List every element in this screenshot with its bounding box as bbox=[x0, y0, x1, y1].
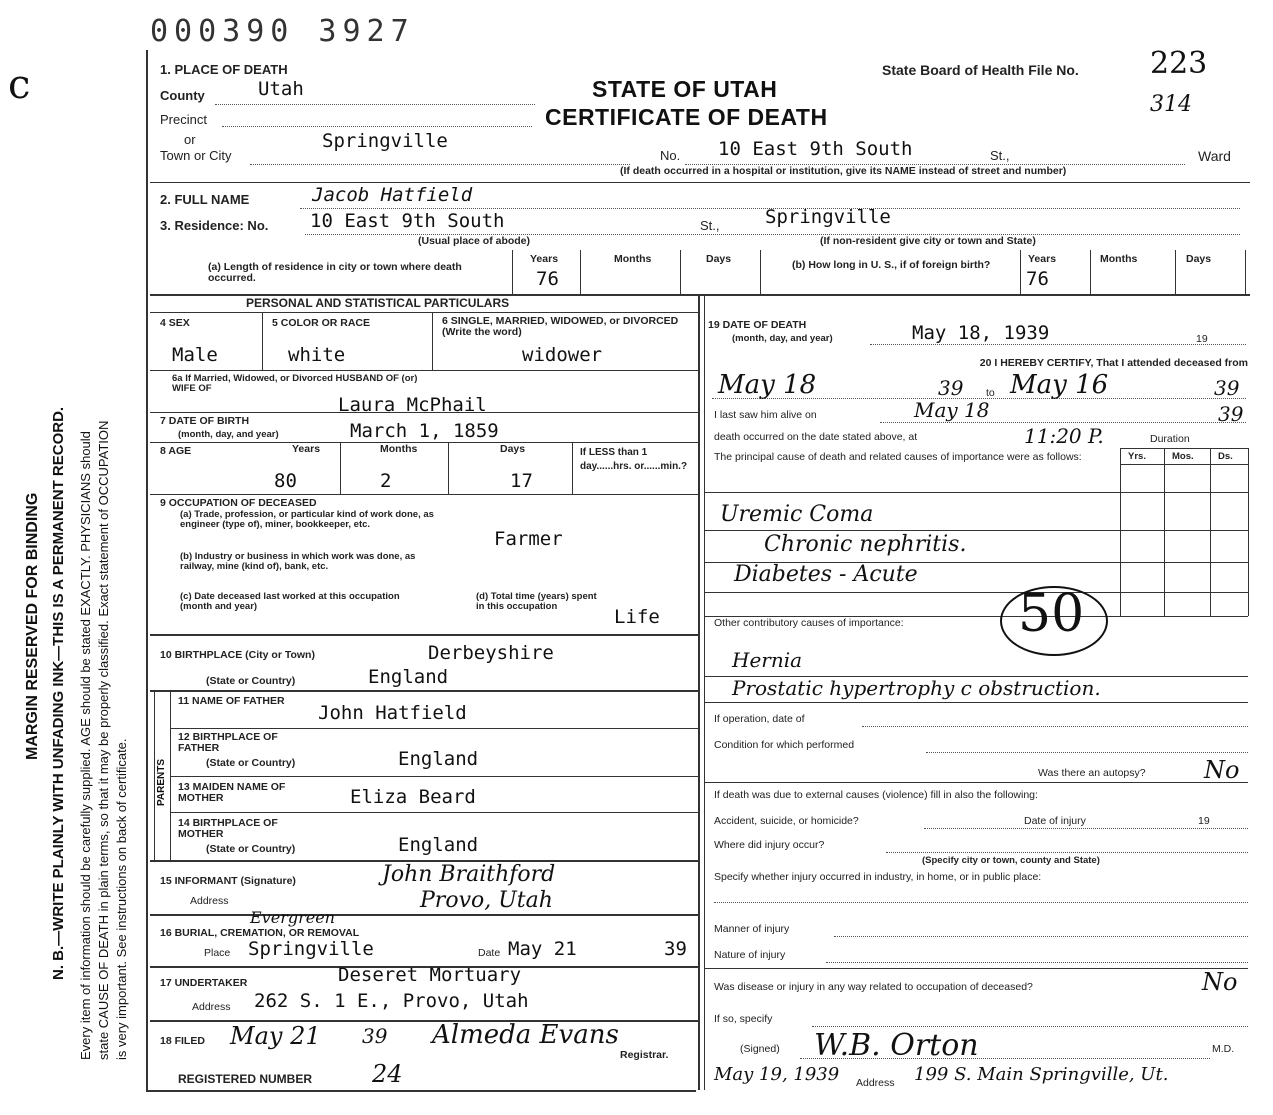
color-label: 5 COLOR OR RACE bbox=[272, 317, 371, 329]
for-box-l bbox=[1020, 250, 1021, 294]
age-months-label: Months bbox=[380, 443, 418, 455]
dur-v4 bbox=[1248, 448, 1249, 616]
injury-bottom bbox=[704, 968, 1248, 969]
if-so-specify-label: If so, specify bbox=[714, 1013, 773, 1025]
margin-permanent-note: N. B.—WRITE PLAINLY WITH UNFADING INK—THIS IS A PERMANENT RECORD. bbox=[50, 406, 67, 980]
margin-instructions-1: Every item of information should be carefully supplied. AGE should be stated EXACTLY. PHYSICIANS should bbox=[78, 431, 93, 1060]
res-length-years-value: 76 bbox=[536, 268, 559, 290]
secondary-number: 314 bbox=[1150, 92, 1192, 117]
inf-bottom bbox=[150, 914, 698, 916]
signed-label: (Signed) bbox=[740, 1043, 780, 1055]
occupation-related-value: No bbox=[1202, 968, 1238, 996]
mother-bottom bbox=[170, 812, 698, 813]
center-divider-inner bbox=[704, 294, 705, 1090]
age-years-label: Years bbox=[292, 443, 321, 455]
dob-bottom bbox=[150, 442, 698, 443]
to-label: to bbox=[986, 387, 995, 399]
father-label: 11 NAME OF FATHER bbox=[178, 695, 285, 707]
dod-year-prefix: 19 bbox=[1196, 333, 1208, 345]
nature-line bbox=[826, 962, 1248, 963]
duration-mos-label: Mos. bbox=[1172, 451, 1194, 462]
state-title: STATE OF UTAH bbox=[592, 76, 778, 102]
street-no-label: No. bbox=[660, 148, 681, 163]
birthplace-label: 10 BIRTHPLACE (City or Town) bbox=[160, 649, 315, 661]
occupation-b-label: (b) Industry or business in which work was done, as railway, mine (kind of), bank, etc. bbox=[180, 551, 416, 572]
spouse-bottom bbox=[150, 412, 698, 413]
color-value: white bbox=[288, 344, 346, 366]
county-value: Utah bbox=[258, 78, 304, 100]
precinct-label: Precinct bbox=[160, 112, 207, 127]
precinct-line bbox=[222, 126, 532, 127]
color-div bbox=[432, 312, 433, 370]
last-saw-year: 39 bbox=[1218, 402, 1244, 426]
ph-line bbox=[150, 312, 698, 313]
mother-value: Eliza Beard bbox=[350, 786, 476, 808]
injury-year-prefix: 19 bbox=[1198, 815, 1210, 827]
ward-label: Ward bbox=[1198, 148, 1231, 164]
burial-date-value: May 21 bbox=[508, 938, 577, 960]
duration-ds-label: Ds. bbox=[1218, 451, 1233, 462]
margin-instructions-3: is very important. See instructions on back of certificate. bbox=[114, 738, 129, 1060]
less-than-day-label: If LESS than 1 day......hrs. or......min.? bbox=[580, 447, 688, 472]
circled-code-value: 50 bbox=[1018, 584, 1085, 644]
dod-value: May 18, 1939 bbox=[912, 322, 1050, 344]
physician-signature: W.B. Orton bbox=[814, 1028, 979, 1063]
undertaker-label: 17 UNDERTAKER bbox=[160, 977, 248, 989]
operation-line bbox=[862, 726, 1248, 727]
serial-number: 000390 3927 bbox=[150, 14, 415, 49]
mother-bp-state-label: (State or Country) bbox=[206, 843, 296, 855]
other-cause-2-value: Prostatic hypertrophy c obstruction. bbox=[732, 676, 1101, 700]
registered-number-value: 24 bbox=[372, 1060, 403, 1088]
length-of-residence-label: (a) Length of residence in city or town where death occurred. bbox=[208, 261, 462, 284]
informant-address-label: Address bbox=[190, 895, 229, 907]
for-box-m2 bbox=[1175, 250, 1176, 294]
signed-date-value: May 19, 1939 bbox=[714, 1064, 840, 1085]
dob-sub-label: (month, day, and year) bbox=[178, 429, 279, 440]
binding-margin bbox=[0, 0, 140, 1115]
parents-label: PARENTS bbox=[156, 758, 167, 806]
mother-birthplace-value: England bbox=[398, 834, 479, 856]
last-saw-value: May 18 bbox=[914, 398, 990, 422]
county-line bbox=[215, 104, 535, 105]
attended-to-value: May 16 bbox=[1010, 370, 1109, 400]
where-injury-note: (Specify city or town, county and State) bbox=[922, 855, 1100, 866]
certify-label: 20 I HEREBY CERTIFY, That I attended deceased from bbox=[979, 357, 1248, 369]
sex-label: 4 SEX bbox=[160, 317, 190, 329]
filed-year-value: 39 bbox=[362, 1024, 388, 1048]
occupation-value: Farmer bbox=[494, 528, 563, 550]
duration-yrs-label: Yrs. bbox=[1128, 451, 1146, 462]
cause-line-1 bbox=[704, 530, 1248, 531]
where-injury-label: Where did injury occur? bbox=[714, 839, 825, 851]
occ-bottom bbox=[150, 634, 698, 636]
full-name-label: 2. FULL NAME bbox=[160, 192, 250, 207]
injury-date-label: Date of injury bbox=[1024, 815, 1086, 827]
accident-label: Accident, suicide, or homicide? bbox=[714, 815, 859, 827]
father-bottom bbox=[170, 728, 698, 729]
filed-label: 18 FILED bbox=[160, 1035, 205, 1047]
birthplace-city-value: Derbeyshire bbox=[428, 642, 554, 664]
cause-line-3 bbox=[704, 592, 1248, 593]
burial-overwrite: Evergreen bbox=[250, 908, 335, 927]
principal-cause-label: The principal cause of death and related causes of importance were as follows: bbox=[714, 451, 1082, 463]
autopsy-label: Was there an autopsy? bbox=[1038, 767, 1146, 779]
burial-date-label: Date bbox=[478, 947, 501, 959]
accident-line bbox=[924, 828, 1248, 829]
autopsy-bottom bbox=[704, 782, 1248, 783]
res-months-label: Months bbox=[614, 253, 652, 265]
informant-signature: John Braithford bbox=[382, 862, 556, 887]
for-days-label: Days bbox=[1186, 253, 1212, 265]
informant-address-value: Provo, Utah bbox=[420, 888, 553, 913]
external-causes-label: If death was due to external causes (violence) fill in also the following: bbox=[714, 789, 1038, 801]
sex-bottom bbox=[150, 370, 698, 371]
mother-birthplace-label: 14 BIRTHPLACE OF MOTHER bbox=[178, 817, 278, 840]
other-causes-label: Other contributory causes of importance: bbox=[714, 617, 904, 629]
registrar-signature: Almeda Evans bbox=[432, 1020, 619, 1050]
undertaker-address-label: Address bbox=[192, 1001, 231, 1013]
foreign-birth-label: (b) How long in U. S., if of foreign birth? bbox=[792, 259, 991, 271]
center-divider bbox=[698, 294, 700, 1090]
age-d3 bbox=[572, 442, 573, 494]
for-box-r bbox=[1245, 250, 1246, 294]
last-saw-label: I last saw him alive on bbox=[714, 409, 817, 421]
cause-1-value: Uremic Coma bbox=[720, 502, 874, 527]
dur-v3 bbox=[1210, 448, 1211, 616]
other-cause-1-value: Hernia bbox=[732, 648, 803, 672]
fbp-bottom bbox=[170, 776, 698, 777]
mother-label: 13 MAIDEN NAME OF MOTHER bbox=[178, 781, 286, 804]
father-bp-state-label: (State or Country) bbox=[206, 757, 296, 769]
age-months-value: 2 bbox=[380, 470, 392, 492]
or-label: or bbox=[184, 132, 196, 147]
operation-label: If operation, date of bbox=[714, 713, 805, 725]
street-st-label: St., bbox=[990, 148, 1010, 163]
where-line bbox=[886, 852, 1248, 853]
abode-note: (Usual place of abode) bbox=[418, 235, 531, 247]
age-d2 bbox=[448, 442, 449, 494]
occupation-label: 9 OCCUPATION OF DECEASED bbox=[160, 497, 317, 509]
occupation-c-label: (c) Date deceased last worked at this occupation (month and year) bbox=[180, 591, 400, 612]
dur-v2 bbox=[1164, 448, 1165, 616]
age-days-value: 17 bbox=[510, 470, 533, 492]
bp-bottom bbox=[150, 690, 698, 692]
registered-number-label: REGISTERED NUMBER bbox=[178, 1072, 313, 1086]
dob-label: 7 DATE OF BIRTH bbox=[160, 415, 250, 427]
marital-label: 6 SINGLE, MARRIED, WIDOWED, or DIVORCED (Write the word) bbox=[442, 315, 679, 338]
personal-heading: PERSONAL AND STATISTICAL PARTICULARS bbox=[246, 296, 510, 310]
residence-street-value: 10 East 9th South bbox=[310, 210, 505, 232]
father-birthplace-label: 12 BIRTHPLACE OF FATHER bbox=[178, 731, 278, 754]
for-months-label: Months bbox=[1100, 253, 1138, 265]
father-value: John Hatfield bbox=[318, 702, 467, 724]
res-box-m3 bbox=[760, 250, 761, 294]
attended-from-year: 39 bbox=[938, 376, 964, 400]
dod-sub-label: (month, day, and year) bbox=[732, 333, 833, 344]
registrar-label: Registrar. bbox=[620, 1049, 669, 1061]
burial-place-label: Place bbox=[204, 947, 231, 959]
death-street-value: 10 East 9th South bbox=[718, 138, 913, 160]
dob-value: March 1, 1859 bbox=[350, 420, 499, 442]
occupation-time-value: Life bbox=[614, 606, 660, 628]
file-number: 223 bbox=[1150, 46, 1208, 81]
form-left-border bbox=[146, 50, 148, 1090]
signed-line bbox=[800, 1058, 1210, 1059]
attended-to-year: 39 bbox=[1214, 376, 1240, 400]
manner-line bbox=[834, 936, 1248, 937]
last-saw-line bbox=[880, 422, 1246, 423]
town-value: Springville bbox=[322, 130, 448, 152]
undertaker-value: Deseret Mortuary bbox=[338, 964, 522, 986]
sex-value: Male bbox=[172, 344, 218, 366]
residence-label: 3. Residence: No. bbox=[160, 218, 269, 233]
cause-3-value: Diabetes - Acute bbox=[734, 562, 918, 587]
margin-mark: c bbox=[8, 62, 31, 108]
margin-binding-note: MARGIN RESERVED FOR BINDING bbox=[24, 492, 41, 760]
burial-label: 16 BURIAL, CREMATION, OR REMOVAL bbox=[160, 927, 360, 939]
town-line bbox=[250, 164, 630, 165]
death-time-label: death occurred on the date stated above, at bbox=[714, 431, 918, 443]
death-time-value: 11:20 P. bbox=[1024, 424, 1104, 448]
divider-after-place bbox=[150, 182, 1250, 183]
doctor-address-value: 199 S. Main Springville, Ut. bbox=[914, 1064, 1169, 1085]
dod-line bbox=[870, 344, 1246, 345]
age-days-label: Days bbox=[500, 443, 526, 455]
condition-label: Condition for which performed bbox=[714, 739, 855, 751]
parents-div1 bbox=[154, 690, 155, 860]
other-line-2 bbox=[704, 702, 1248, 703]
cause-2-value: Chronic nephritis. bbox=[764, 532, 967, 557]
birthplace-country-value: England bbox=[368, 666, 449, 688]
certificate-title: CERTIFICATE OF DEATH bbox=[545, 104, 828, 130]
age-label: 8 AGE bbox=[160, 445, 192, 457]
marital-value: widower bbox=[522, 344, 603, 366]
doctor-address-label: Address bbox=[856, 1077, 895, 1089]
place-of-death-label: 1. PLACE OF DEATH bbox=[160, 62, 288, 77]
nonresident-note: (If non-resident give city or town and State) bbox=[820, 235, 1036, 247]
informant-label: 15 INFORMANT (Signature) bbox=[160, 875, 296, 887]
age-bottom bbox=[150, 494, 698, 495]
margin-instructions-2: state CAUSE OF DEATH in plain terms, so that it may be properly classified. Exact statement of OCCUPATION bbox=[96, 420, 111, 1060]
res-box-m2 bbox=[680, 250, 681, 294]
spouse-label: 6a If Married, Widowed, or Divorced HUSBAND OF (or) WIFE OF bbox=[172, 373, 418, 394]
manner-injury-label: Manner of injury bbox=[714, 923, 790, 935]
nature-injury-label: Nature of injury bbox=[714, 949, 786, 961]
occupation-d-label: (d) Total time (years) spent in this occupation bbox=[476, 591, 597, 612]
specify-line bbox=[714, 902, 1248, 903]
for-years-label: Years bbox=[1028, 253, 1057, 265]
residence-city-value: Springville bbox=[765, 206, 891, 228]
dod-label: 19 DATE OF DEATH bbox=[708, 319, 807, 331]
sex-div bbox=[262, 312, 263, 370]
occupation-a-label: (a) Trade, profession, or particular kind of work done, as engineer (type of), miner, bookkeeper, etc. bbox=[180, 509, 434, 530]
age-d1 bbox=[340, 442, 341, 494]
dur-v1 bbox=[1120, 448, 1121, 616]
filed-date-value: May 21 bbox=[230, 1022, 321, 1050]
res-years-label: Years bbox=[530, 253, 559, 265]
res-box-l bbox=[512, 250, 513, 294]
foreign-years-value: 76 bbox=[1026, 268, 1049, 290]
autopsy-value: No bbox=[1204, 756, 1240, 784]
town-label: Town or City bbox=[160, 148, 232, 163]
injury-place-type-label: Specify whether injury occurred in industry, in home, or in public place: bbox=[714, 871, 1042, 883]
occupation-related-label: Was disease or injury in any way related to occupation of deceased? bbox=[714, 981, 1033, 993]
age-years-value: 80 bbox=[274, 470, 297, 492]
spouse-value: Laura McPhail bbox=[338, 394, 487, 416]
condition-line bbox=[926, 752, 1248, 753]
full-name-value: Jacob Hatfield bbox=[312, 184, 473, 206]
for-box-m1 bbox=[1090, 250, 1091, 294]
form-bottom-border bbox=[146, 1090, 696, 1092]
residence-st-label: St., bbox=[700, 218, 720, 233]
father-birthplace-value: England bbox=[398, 748, 479, 770]
dur-hdr bbox=[1120, 464, 1248, 465]
dur-top bbox=[1120, 448, 1248, 449]
parents-div2 bbox=[170, 690, 171, 860]
hospital-note: (If death occurred in a hospital or institution, give its NAME instead of street and number) bbox=[620, 165, 1067, 177]
file-number-label: State Board of Health File No. bbox=[882, 62, 1079, 78]
attended-from-value: May 18 bbox=[718, 370, 817, 400]
duration-label: Duration bbox=[1150, 433, 1190, 445]
ifso-line bbox=[812, 1026, 1248, 1027]
undertaker-address-value: 262 S. 1 E., Provo, Utah bbox=[254, 990, 529, 1012]
burial-place-value: Springville bbox=[248, 938, 374, 960]
birthplace-state-label: (State or Country) bbox=[206, 675, 296, 687]
burial-year-value: 39 bbox=[664, 938, 687, 960]
res-days-label: Days bbox=[706, 253, 732, 265]
cause-line-0 bbox=[704, 492, 1248, 493]
md-label: M.D. bbox=[1212, 1043, 1235, 1055]
res-box-m1 bbox=[580, 250, 581, 294]
county-label: County bbox=[160, 88, 205, 103]
